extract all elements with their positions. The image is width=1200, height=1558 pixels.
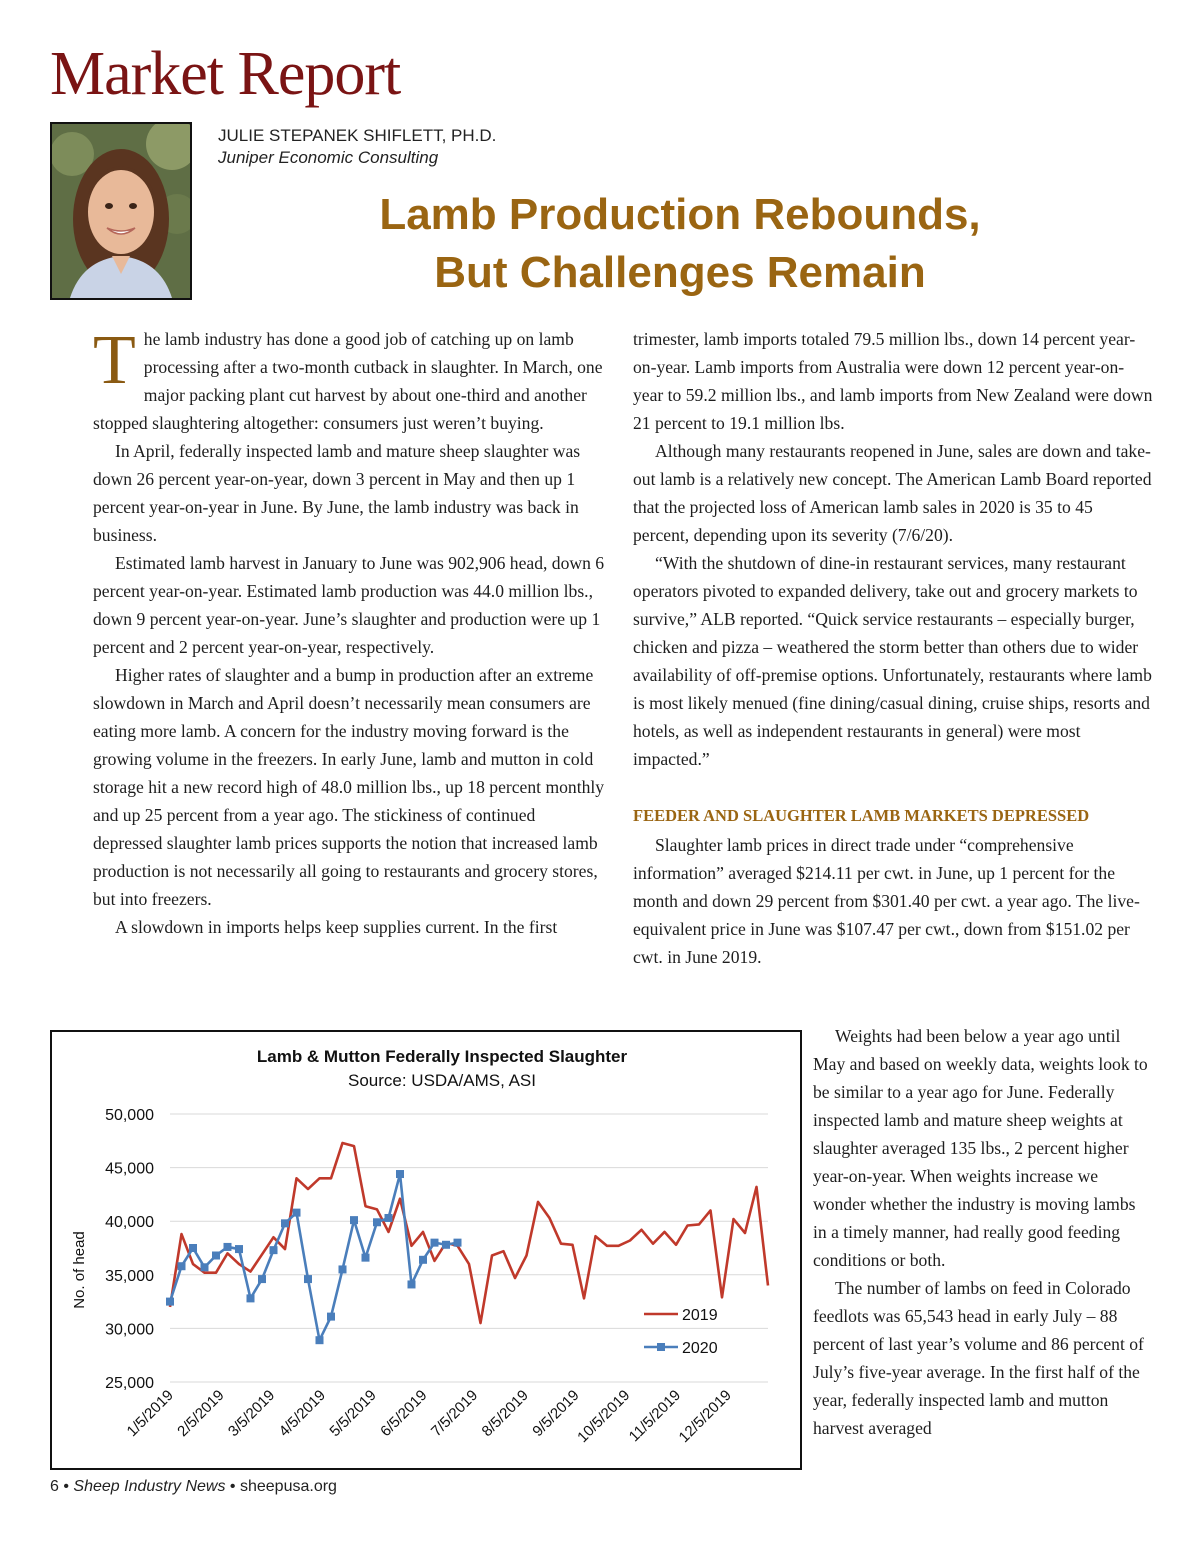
data-point-2020: [442, 1241, 450, 1249]
y-tick-label: 50,000: [105, 1107, 154, 1124]
x-tick-label: 10/5/2019: [574, 1386, 634, 1447]
data-point-2020: [396, 1170, 404, 1178]
byline: [218, 125, 496, 169]
y-tick-label: 35,000: [105, 1267, 154, 1285]
author-name: JULIE STEPANEK SHIFLETT, PH.D.: [218, 126, 497, 145]
data-point-2020: [327, 1313, 335, 1321]
y-tick-label: 40,000: [105, 1214, 154, 1232]
x-tick-label: 4/5/2019: [275, 1386, 330, 1441]
paragraph: In April, federally inspected lamb and mature sheep slaughter was down 26 percent year-on-year, down 3 percent in May and then up 1 percent year-on-year in June. By June, the lamb industry was back in business.: [93, 441, 581, 545]
data-point-2020: [235, 1245, 243, 1253]
x-tick-label: 8/5/2019: [478, 1386, 532, 1441]
footer-separator: •: [225, 1478, 240, 1495]
paragraph: The number of lambs on feed in Colorado feedlots was 65,543 head in early July – 88 percent of last year’s volume and 86 percent of July’s five-year average. In the first half of the year, federally inspected lamb and mutton harvest averaged: [813, 1278, 1144, 1438]
author-portrait-image: [52, 124, 190, 298]
paragraph: Slaughter lamb prices in direct trade under “comprehensive information” averaged $214.11 per cwt. in June, up 1 percent for the month and down 29 percent from $301.40 per cwt. a year ago. The live-equivalent price in June was $107.47 per cwt., down from $151.02 per cwt. in June 2019.: [633, 835, 1140, 967]
series-line-2019: [170, 1143, 768, 1323]
section-subhead: FEEDER AND SLAUGHTER LAMB MARKETS DEPRESSED: [633, 806, 1090, 825]
data-point-2020: [385, 1214, 393, 1222]
y-tick-label: 45,000: [105, 1160, 154, 1178]
data-point-2020: [189, 1244, 197, 1252]
page-number: 6: [50, 1478, 59, 1495]
data-point-2020: [247, 1294, 255, 1302]
website: sheepusa.org: [239, 1478, 337, 1495]
article-column-3: [813, 1022, 1153, 1442]
headline-line-1: Lamb Production Rebounds,: [379, 190, 981, 239]
data-point-2020: [454, 1239, 462, 1247]
legend-label: 2019: [682, 1307, 718, 1324]
chart-subtitle: Source: USDA/AMS, ASI: [347, 1071, 537, 1090]
data-point-2020: [212, 1252, 220, 1260]
x-tick-label: 11/5/2019: [625, 1386, 685, 1446]
x-tick-label: 2/5/2019: [174, 1386, 228, 1441]
footer-separator: •: [58, 1478, 74, 1495]
data-point-2020: [304, 1275, 312, 1283]
paragraph: Estimated lamb harvest in January to June was 902,906 head, down 6 percent year-on-year. Estimated lamb production was 44.0 million lbs., down 9 percent year-on-year. June’s slaughter and production were up 1 percent and 2 percent year-on-year, respectively.: [93, 553, 605, 657]
data-point-2020: [224, 1243, 232, 1251]
chart-title: Lamb & Mutton Federally Inspected Slaughter: [256, 1047, 628, 1066]
data-point-2020: [178, 1262, 186, 1270]
paragraph: Higher rates of slaughter and a bump in production after an extreme slowdown in March and April doesn’t necessarily mean consumers are eating more lamb. A concern for the industry moving forward is the growing volume in the freezers. In early June, lamb and mutton in cold storage hit a new record high of 48.0 million lbs., up 18 percent monthly and up 25 percent from a year ago. The stickiness of continued depressed slaughter lamb prices supports the notion that increased lamb production is not necessarily all going to restaurants and grocery stores, but into freezers.: [93, 665, 605, 909]
slaughter-chart: [50, 1030, 802, 1470]
article-column-2: [633, 325, 1153, 971]
article-headline: [330, 186, 1030, 302]
paragraph: trimester, lamb imports totaled 79.5 million lbs., down 14 percent year-on-year. Lamb imports from Australia were down 12 percent year-on-year to 59.2 million lbs., and lamb imports from New Zealand were down 21 percent to 19.1 million lbs.: [633, 329, 1153, 433]
paragraph: Weights had been below a year ago until May and based on weekly data, weights look to be similar to a year ago for June. Federally inspected lamb and mature sheep weights at slaughter averaged 135 lbs., 2 percent higher year-on-year. When weights increase we wonder whether the industry is moving lambs in a timely manner, had really good feeding conditions or both.: [813, 1026, 1148, 1270]
paragraph: Although many restaurants reopened in June, sales are down and take-out lamb is a relatively new concept. The American Lamb Board reported that the projected loss of American lamb sales in 2020 is 35 to 45 percent, depending upon its severity (7/6/20).: [633, 441, 1152, 545]
y-axis-label: No. of head: [71, 1231, 88, 1309]
author-photo: [50, 122, 192, 300]
data-point-2020: [293, 1209, 301, 1217]
x-tick-label: 6/5/2019: [377, 1386, 431, 1441]
data-point-2020: [166, 1298, 174, 1306]
data-point-2020: [362, 1254, 370, 1262]
headline-line-2: But Challenges Remain: [434, 248, 926, 297]
data-point-2020: [408, 1280, 416, 1288]
paragraph: “With the shutdown of dine-in restaurant services, many restaurant operators pivoted to expanded delivery, take out and grocery markets to survive,” ALB reported. “Quick service restaurants – especially burger, chicken and pizza – weathered the storm better than others due to wider availability of off-premise options. Unfortunately, restaurants where lamb is most likely menued (fine dining/casual dining, cruise ships, resorts and hotels, as well as independent restaurants in general) were most impacted.”: [633, 553, 1152, 769]
data-point-2020: [419, 1256, 427, 1264]
y-tick-label: 25,000: [105, 1375, 154, 1392]
data-point-2020: [201, 1263, 209, 1271]
author-organization: Juniper Economic Consulting: [218, 148, 439, 167]
page-footer: [50, 1478, 337, 1496]
x-tick-label: 9/5/2019: [529, 1386, 583, 1441]
x-tick-label: 7/5/2019: [427, 1386, 482, 1441]
data-point-2020: [316, 1336, 324, 1344]
paragraph: A slowdown in imports helps keep supplies current. In the first: [115, 917, 558, 937]
y-tick-label: 30,000: [105, 1321, 154, 1339]
x-tick-label: 5/5/2019: [326, 1386, 380, 1441]
data-point-2020: [258, 1275, 266, 1283]
chart-svg: [52, 1032, 800, 1468]
masthead-title: Market Report: [50, 40, 401, 108]
legend-label: 2020: [682, 1340, 718, 1357]
drop-cap: T: [93, 322, 136, 399]
paragraph: [93, 322, 605, 437]
data-point-2020: [339, 1265, 347, 1273]
x-tick-label: 12/5/2019: [675, 1386, 735, 1447]
x-tick-label: 3/5/2019: [224, 1386, 279, 1441]
publication-name: Sheep Industry News: [73, 1478, 226, 1495]
data-point-2020: [281, 1219, 289, 1227]
paragraph-text: he lamb industry has done a good job of catching up on lamb processing after a two-month cutback in slaughter. In March, one major packing plant cut harvest by about one-third and another stopped slaughtering altogether: consumers just weren’t buying.: [93, 329, 603, 433]
data-point-2020: [431, 1239, 439, 1247]
article-column-1: [93, 322, 605, 941]
x-tick-label: 1/5/2019: [123, 1386, 177, 1441]
legend-marker-2020: [657, 1343, 665, 1351]
data-point-2020: [373, 1218, 381, 1226]
data-point-2020: [350, 1216, 358, 1224]
data-point-2020: [270, 1246, 278, 1254]
